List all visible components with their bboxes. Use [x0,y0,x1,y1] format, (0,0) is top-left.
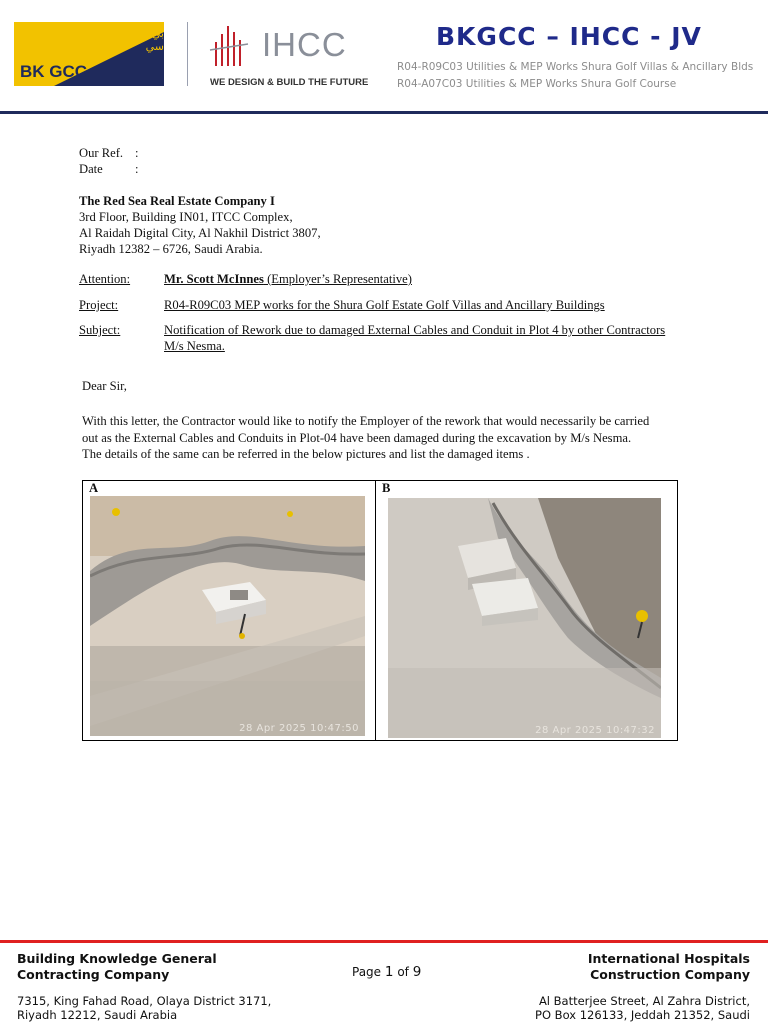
footer-right-address-2: PO Box 126133, Jeddah 21352, Saudi [535,1008,750,1022]
photo-a [90,496,365,736]
photo-b-timestamp: 28 Apr 2025 10:47:32 [535,725,655,736]
footer-right-address-1: Al Batterjee Street, Al Zahra District, [538,994,750,1008]
ihcc-tagline: WE DESIGN & BUILD THE FUTURE [210,77,369,88]
our-ref-label: Our Ref. [79,146,124,160]
ihcc-logo-word: IHCC [262,26,347,63]
ihcc-logo-icon [208,22,258,72]
bkgcc-logo-arabic: بي كي جي سي سي [92,27,164,53]
project-subline-2: R04-A07C03 Utilities & MEP Works Shura Golf Course [397,78,677,90]
addressee-line-2: Al Raidah Digital City, Al Nakhil District 3807, [79,226,321,240]
body-line-1: With this letter, the Contractor would like to notify the Employer of the rework that would necessarily be carried [82,414,650,428]
footer-left-address-1: 7315, King Fahad Road, Olaya District 3171, [17,994,272,1008]
addressee-line-3: Riyadh 12382 – 6726, Saudi Arabia. [79,242,263,256]
project-subline-1: R04-R09C03 Utilities & MEP Works Shura Golf Villas & Ancillary Blds [397,61,754,73]
logo-separator [187,22,188,86]
jv-title: BKGCC – IHCC - JV [436,22,702,51]
footer-divider [0,940,768,943]
subject-line-1: Notification of Rework due to damaged External Cables and Conduit in Plot 4 by other Contractors [164,323,666,337]
project-value: R04-R09C03 MEP works for the Shura Golf Estate Golf Villas and Ancillary Buildings [164,298,605,312]
page-of: of [397,965,409,979]
footer-right-company-2: Construction Company [590,967,750,982]
body-line-3: The details of the same can be referred in the below pictures and list the damaged items . [82,447,530,461]
page-total: 9 [412,964,422,980]
attention-role: (Employer’s Representative) [263,272,412,286]
addressee-name: The Red Sea Real Estate Company I [79,194,275,208]
subject-label: Subject: [79,323,121,337]
footer-left-company-2: Contracting Company [17,967,170,982]
bkgcc-logo [14,22,164,86]
salutation: Dear Sir, [82,379,127,393]
header-divider [0,111,768,114]
photo-b-label: B [382,481,391,495]
page-current: 1 [384,964,394,980]
photo-a-image [90,496,365,736]
footer-left-address-2: Riyadh 12212, Saudi Arabia [17,1008,178,1022]
attention-name: Mr. Scott McInnes [164,272,264,286]
project-label: Project: [79,298,119,312]
page-number [352,964,421,980]
footer-left-company-1: Building Knowledge General [17,951,217,966]
our-ref-colon: : [135,146,139,160]
attention-label: Attention: [79,272,131,286]
photo-b-image [388,498,661,738]
date-colon: : [135,162,139,176]
date-label: Date [79,162,103,176]
addressee-line-1: 3rd Floor, Building IN01, ITCC Complex, [79,210,293,224]
footer-right-company-1: International Hospitals [587,951,750,966]
photo-b [388,498,661,738]
photo-a-timestamp: 28 Apr 2025 10:47:50 [239,723,359,734]
subject-line-2: M/s Nesma. [164,339,225,353]
bkgcc-logo-text: BK GCC [20,62,88,81]
attention-value [164,272,412,288]
photo-a-label: A [89,481,99,495]
page-word: Page [352,965,382,979]
body-line-2: out as the External Cables and Conduits in Plot-04 have been damaged during the excavation by M/s Nesma. [82,431,632,445]
photo-table-divider [375,480,376,741]
